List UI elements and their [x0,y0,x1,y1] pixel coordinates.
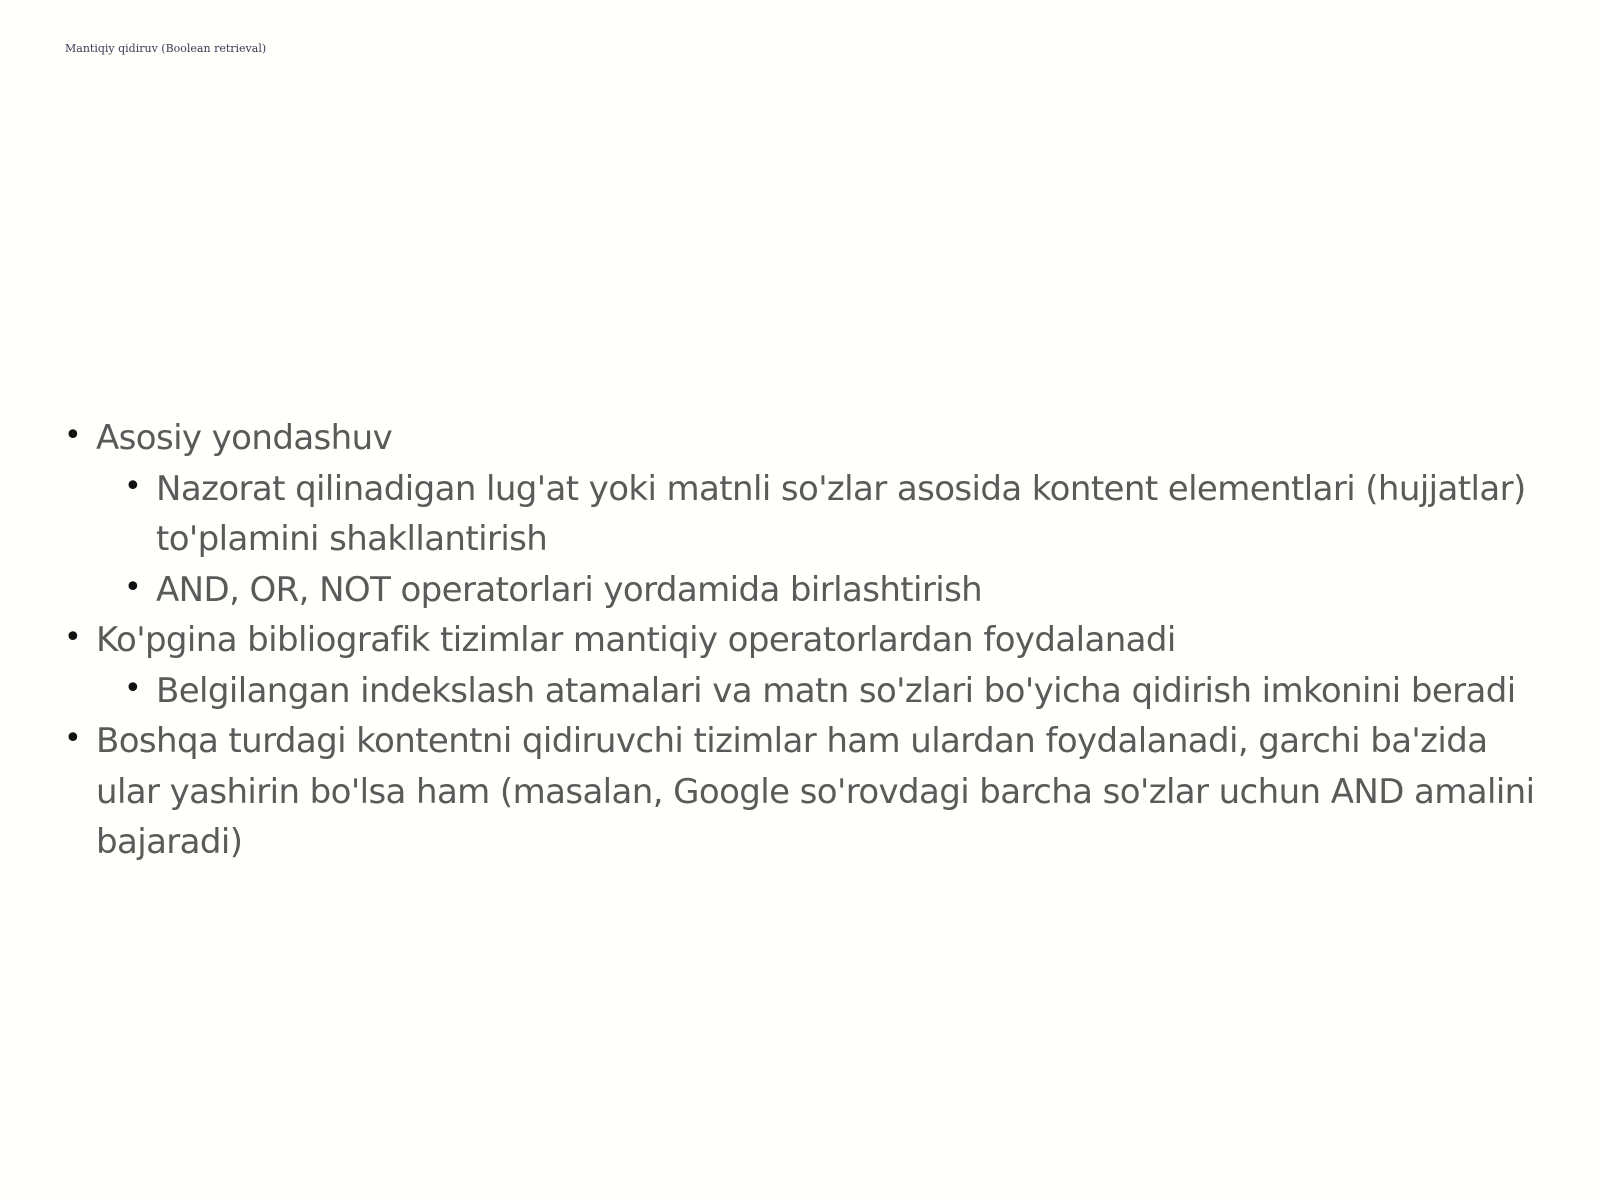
bullet-icon: • [124,670,142,706]
bullet-text: Boshqa turdagi kontentni qidiruvchi tizimlar ham ulardan foydalanadi, garchi ba'zida ular yashirin bo'lsa ham (masalan, Google so'rovdagi barcha so'zlar uchun AND amalini bajaradi) [96,721,1535,862]
bullet-text: AND, OR, NOT operatorlari yordamida birlashtirish [156,569,983,610]
bullet-list [64,413,1544,868]
bullet-text: Asosiy yondashuv [96,418,393,458]
bullet-item [64,413,1544,464]
sub-bullet-item [64,666,1544,717]
bullet-icon: • [124,468,142,504]
bullet-text: Belgilangan indekslash atamalari va matn so'zlari bo'yicha qidirish imkonini beradi [156,670,1516,711]
slide-title: Mantiqiy qidiruv (Boolean retrieval) [65,42,267,55]
bullet-item [64,615,1544,666]
bullet-text: Ko'pgina bibliografik tizimlar mantiqiy operatorlardan foydalanadi [96,620,1176,660]
bullet-icon: • [64,418,82,453]
bullet-text: Nazorat qilinadigan lug'at yoki matnli so'zlar asosida kontent elementlari (hujjatlar) to'plamini shakllantirish [156,468,1526,559]
sub-bullet-item [64,464,1544,565]
bullet-item [64,716,1544,868]
bullet-icon: • [64,620,82,655]
sub-bullet-item [64,565,1544,616]
bullet-icon: • [124,569,142,605]
bullet-icon: • [64,721,82,756]
